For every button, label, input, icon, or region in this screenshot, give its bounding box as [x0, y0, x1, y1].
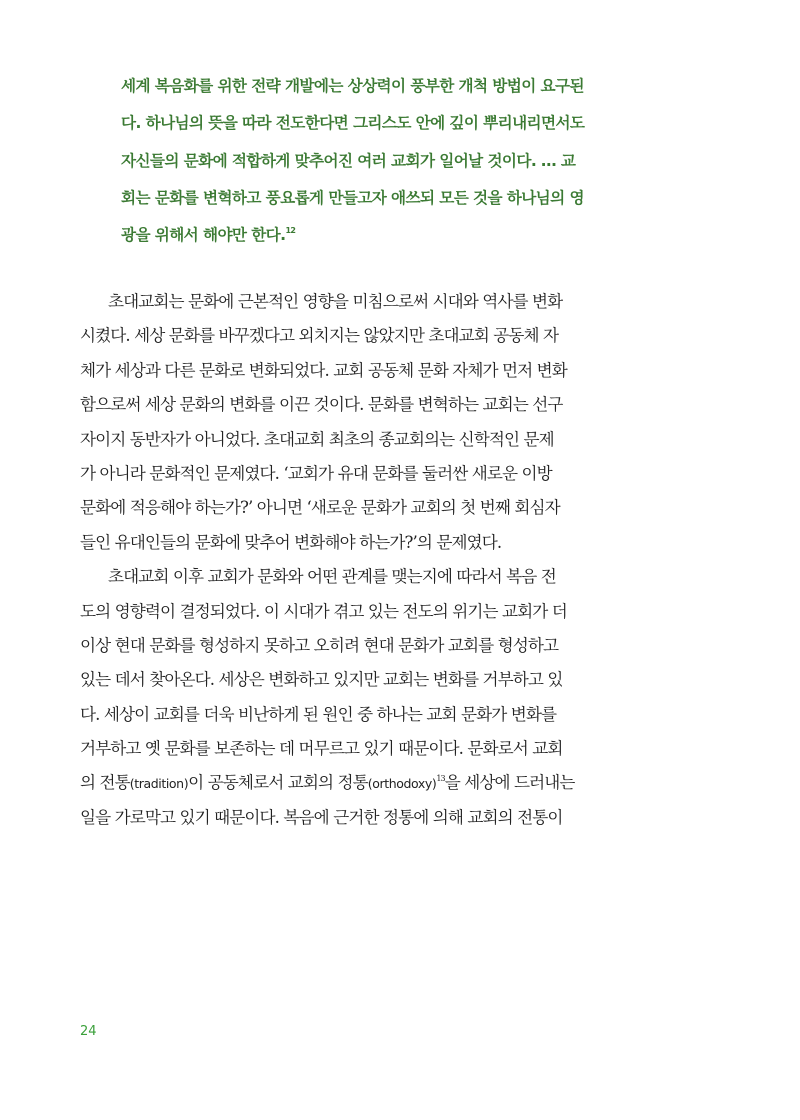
quote-line: 회는 문화를 변혁하고 풍요롭게 만들고자 애쓰되 모든 것을 하나님의 영: [121, 188, 584, 207]
paragraph-2-line: 초대교회 이후 교회가 문화와 어떤 관계를 맺는지에 따라서 복음 전: [108, 567, 556, 587]
paragraph-1-line: 초대교회는 문화에 근본적인 영향을 미침으로써 시대와 역사를 변화: [108, 292, 563, 311]
paragraph-1-line: 체가 세상과 다른 문화로 변화되었다. 교회 공동체 문화 자체가 먼저 변화: [80, 360, 567, 380]
paragraph-1-line: 문화에 적응해야 하는가?’ 아니면 ‘새로운 문화가 교회의 첫 번째 회심자: [80, 498, 560, 518]
paragraph-2-line: 다. 세상이 교회를 더욱 비난하게 된 원인 중 하나는 교회 문화가 변화를: [80, 704, 557, 724]
paragraph-1-line: 시켰다. 세상 문화를 바꾸겠다고 외치지는 않았지만 초대교회 공동체 자: [80, 326, 559, 346]
line-text: 을 세상에 드러내는: [444, 773, 575, 793]
paragraph-2-line: 있는 데서 찾아온다. 세상은 변화하고 있지만 교회는 변화를 거부하고 있: [80, 670, 563, 690]
quote-line: 세계 복음화를 위한 전략 개발에는 상상력이 풍부한 개척 방법이 요구된: [121, 77, 584, 95]
term-tradition: (tradition): [129, 776, 189, 792]
paragraph-2-line: 도의 영향력이 결정되었다. 이 시대가 겪고 있는 전도의 위기는 교회가 더: [80, 601, 567, 621]
paragraph-2-line: 일을 가로막고 있기 때문이다. 복음에 근거한 정통에 의해 교회의 전통이: [80, 807, 563, 827]
paragraph-1-line: 함으로써 세상 문화의 변화를 이끈 것이다. 문화를 변혁하는 교회는 선구: [80, 395, 563, 415]
quote-line-last: [121, 217, 641, 254]
quote-line: 다. 하나님의 뜻을 따라 전도한다면 그리스도 안에 깊이 뿌리내리면서도: [121, 114, 585, 133]
term-orthodoxy: (orthodoxy): [367, 776, 437, 792]
paragraph-2-line-footnoted: [80, 766, 642, 800]
footnote-ref-12[interactable]: 12: [285, 226, 296, 236]
paragraph-2-line: 이상 현대 문화를 형성하지 못하고 오히려 현대 문화가 교회를 형성하고: [80, 635, 559, 655]
quote-line-text: 광을 위해서 해야만 한다.: [121, 226, 286, 245]
page-number: 24: [80, 1024, 97, 1039]
paragraph-2-line: 거부하고 옛 문화를 보존하는 데 머무르고 있기 때문이다. 문화로서 교회: [80, 739, 563, 759]
paragraph-1-line: 들인 유대인들의 문화에 맞추어 변화해야 하는가?’의 문제였다.: [80, 532, 502, 552]
paragraph-1-line: 자이지 동반자가 아니었다. 초대교회 최초의 종교회의는 신학적인 문제: [80, 429, 554, 449]
quote-line: 자신들의 문화에 적합하게 맞추어진 여러 교회가 일어날 것이다. … 교: [121, 151, 576, 170]
block-quote: [121, 68, 641, 254]
paragraph-1-line: 가 아니라 문화적인 문제였다. ‘교회가 유대 문화를 둘러싼 새로운 이방: [80, 463, 552, 483]
footnote-ref-13[interactable]: 13: [436, 774, 445, 784]
line-text: 의 전통: [80, 773, 130, 793]
line-text: 이 공동체로서 교회의 정통: [188, 773, 368, 793]
body-text: [80, 285, 642, 835]
